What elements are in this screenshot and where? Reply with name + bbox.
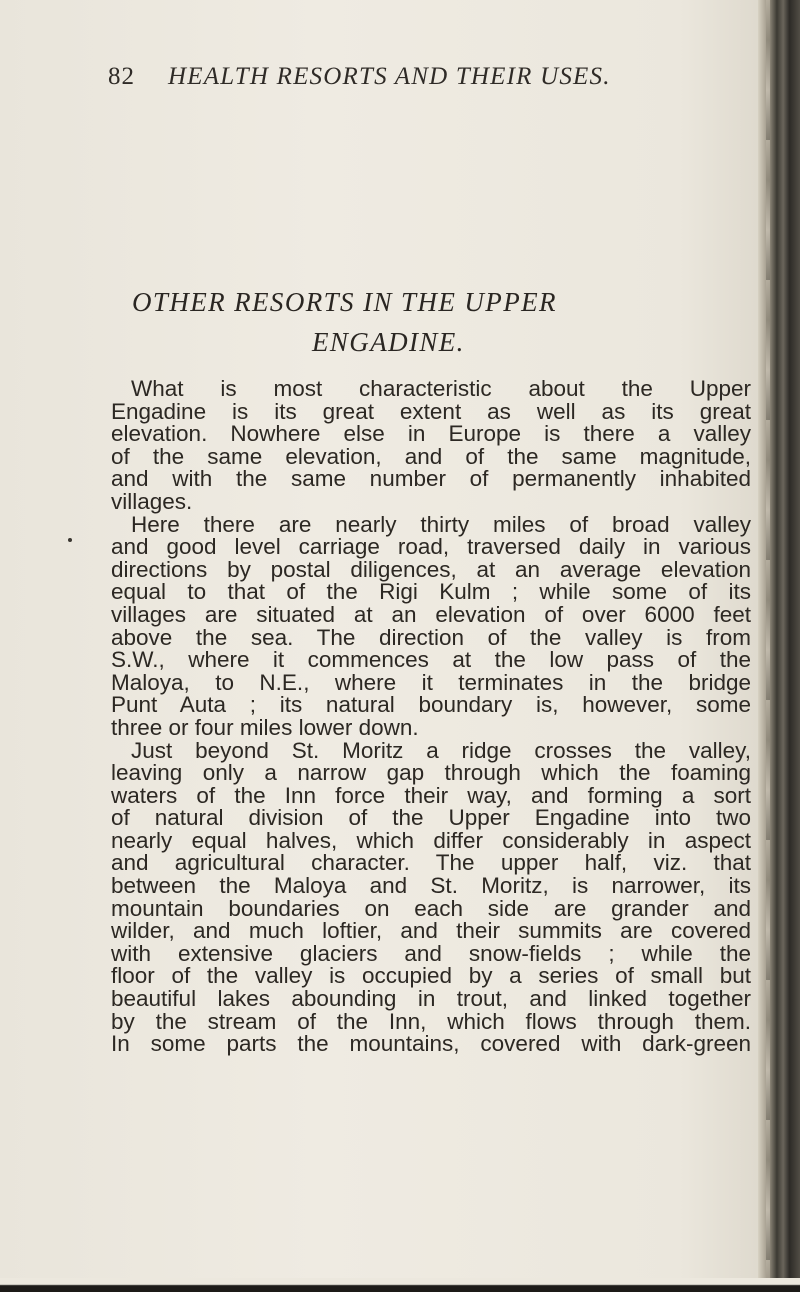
text-line: and good level carriage road, traversed daily in various	[111, 534, 751, 560]
bottom-edge	[0, 1278, 800, 1292]
text-line: Engadine is its great extent as well as its great	[111, 398, 751, 424]
section-title	[132, 282, 692, 362]
text-line: In some parts the mountains, covered with dark-green	[111, 1031, 751, 1057]
text-line: equal to that of the Rigi Kulm ; while some of its	[111, 579, 751, 605]
text-line: between the Maloya and St. Moritz, is narrower, its	[111, 873, 751, 899]
text-line: Maloya, to N.E., where it terminates in the bridge	[111, 669, 751, 695]
book-spine-edge	[758, 0, 800, 1292]
body-text	[111, 378, 751, 1056]
text-line: leaving only a narrow gap through which the foaming	[111, 760, 751, 786]
text-line: mountain boundaries on each side are grander and	[111, 895, 751, 921]
text-line: above the sea. The direction of the valley is from	[111, 624, 751, 650]
text-line: villages are situated at an elevation of over 6000 feet	[111, 601, 751, 627]
text-line: of the same elevation, and of the same magnitude,	[111, 443, 751, 469]
text-line: and agricultural character. The upper half, viz. that	[111, 850, 751, 876]
text-line: elevation. Nowhere else in Europe is there a valley	[111, 421, 751, 447]
text-line: directions by postal diligences, at an average elevation	[111, 556, 751, 582]
text-line: Just beyond St. Moritz a ridge crosses the valley,	[131, 737, 751, 763]
gutter-mark	[68, 538, 72, 542]
text-line: and with the same number of permanently inhabited	[111, 466, 751, 492]
section-title-line-2: ENGADINE.	[312, 327, 465, 357]
text-line: villages.	[111, 488, 193, 514]
text-line: with extensive glaciers and snow-fields ; while the	[111, 940, 751, 966]
text-line: floor of the valley is occupied by a series of small but	[111, 963, 751, 989]
running-head	[108, 63, 611, 91]
text-line: by the stream of the Inn, which flows through them.	[111, 1008, 751, 1034]
text-line: waters of the Inn force their way, and forming a sort	[111, 782, 751, 808]
text-line: wilder, and much loftier, and their summits are covered	[111, 918, 751, 944]
text-line: three or four miles lower down.	[111, 714, 419, 740]
text-line: beautiful lakes abounding in trout, and linked together	[111, 986, 751, 1012]
running-head-title: HEALTH RESORTS AND THEIR USES.	[168, 63, 611, 90]
section-title-line-1: OTHER RESORTS IN THE UPPER	[132, 287, 557, 317]
text-line: Punt Auta ; its natural boundary is, however, some	[111, 692, 751, 718]
text-line: Here there are nearly thirty miles of broad valley	[131, 511, 751, 537]
text-line: S.W., where it commences at the low pass of the	[111, 647, 751, 673]
text-line: What is most characteristic about the Upper	[131, 376, 751, 401]
page-number: 82	[108, 63, 135, 90]
text-line: nearly equal halves, which differ considerably in aspect	[111, 827, 751, 853]
text-line: of natural division of the Upper Engadine into two	[111, 805, 751, 831]
